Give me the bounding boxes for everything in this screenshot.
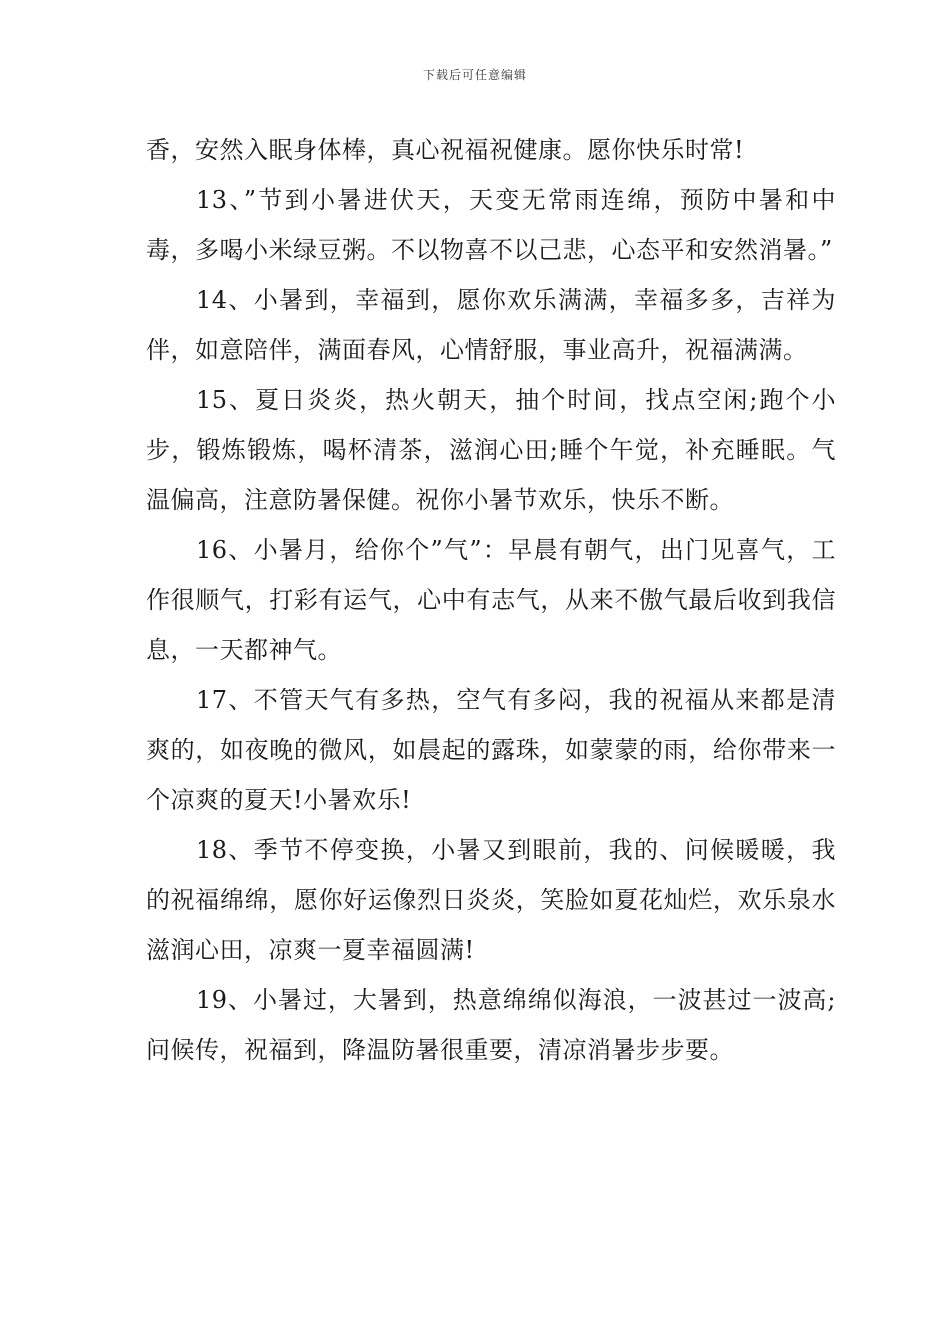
paragraph-13: 13、”节到小暑进伏天，天变无常雨连绵，预防中暑和中毒，多喝小米绿豆粥。不以物喜不以己悲，心态平和安然消暑。” xyxy=(146,186,836,264)
paragraph-continuation: 香，安然入眠身体棒，真心祝福祝健康。愿你快乐时常! xyxy=(146,136,745,164)
paragraph-16: 16、小暑月，给你个”气”：早晨有朝气，出门见喜气，工作很顺气，打彩有运气，心中有志气，从来不傲气最后收到我信息，一天都神气。 xyxy=(146,536,836,664)
paragraph-19: 19、小暑过，大暑到，热意绵绵似海浪，一波甚过一波高;问候传，祝福到，降温防暑很重要，清凉消暑步步要。 xyxy=(146,986,836,1064)
page-header-note: 下载后可任意编辑 xyxy=(422,68,527,82)
paragraph-15: 15、夏日炎炎，热火朝天，抽个时间，找点空闲;跑个小步，锻炼锻炼，喝杯清茶，滋润心田;睡个午觉，补充睡眠。气温偏高，注意防暑保健。祝你小暑节欢乐，快乐不断。 xyxy=(146,386,836,514)
paragraph-14: 14、小暑到，幸福到，愿你欢乐满满，幸福多多，吉祥为伴，如意陪伴，满面春风，心情舒服，事业高升，祝福满满。 xyxy=(146,286,836,364)
document-body xyxy=(146,125,836,1075)
paragraph-18: 18、季节不停变换，小暑又到眼前，我的、问候暖暖，我的祝福绵绵，愿你好运像烈日炎炎，笑脸如夏花灿烂，欢乐泉水滋润心田，凉爽一夏幸福圆满! xyxy=(146,836,836,964)
paragraph-17: 17、不管天气有多热，空气有多闷，我的祝福从来都是清爽的，如夜晚的微风，如晨起的露珠，如蒙蒙的雨，给你带来一个凉爽的夏天!小暑欢乐! xyxy=(146,686,836,814)
